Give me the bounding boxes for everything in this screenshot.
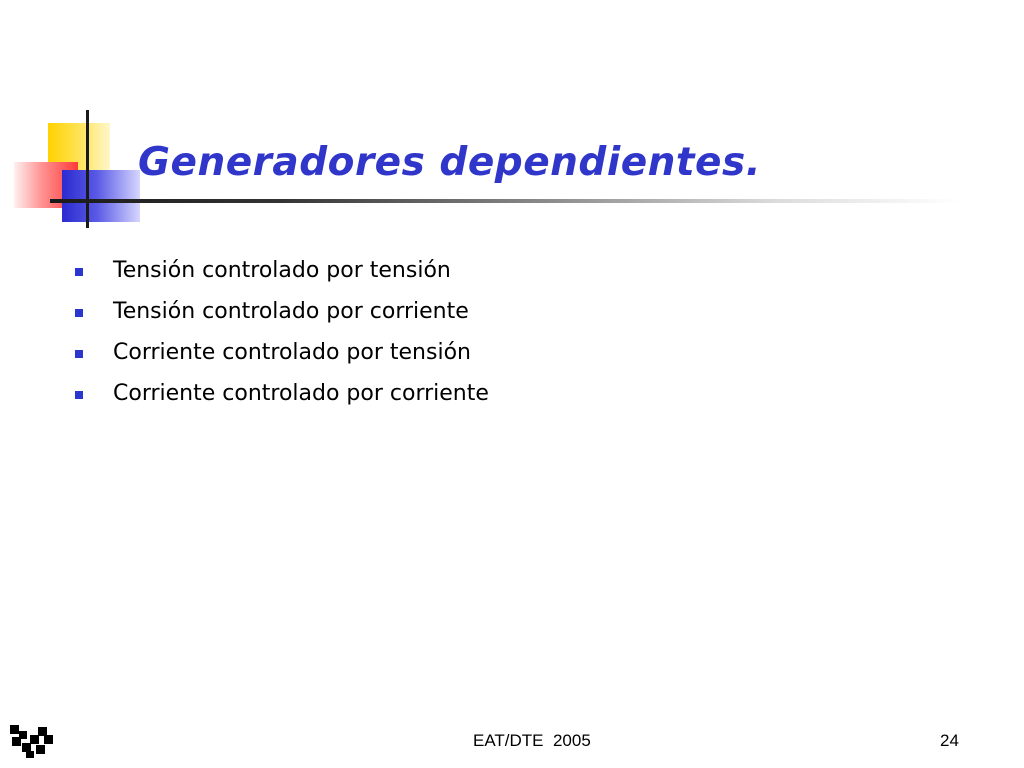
bullet-list [74, 254, 489, 418]
square-bullet-icon [75, 350, 83, 358]
footer-label: EAT/DTE 2005 [473, 731, 591, 750]
bullet-text: Corriente controlado por tensión [113, 340, 471, 365]
bullet-item [74, 295, 489, 336]
square-bullet-icon [75, 391, 83, 399]
page-number: 24 [940, 731, 959, 750]
ornament-vertical-line [86, 110, 89, 228]
bullet-text: Corriente controlado por corriente [113, 381, 489, 406]
square-bullet-icon [75, 309, 83, 317]
ornament-blue-square [62, 170, 140, 222]
university-logo-icon [8, 723, 56, 759]
slide-title: Generadores dependientes. [138, 140, 762, 185]
square-bullet-icon [75, 268, 83, 276]
bullet-item [74, 377, 489, 418]
bullet-text: Tensión controlado por tensión [113, 258, 451, 283]
bullet-item [74, 336, 489, 377]
bullet-text: Tensión controlado por corriente [113, 299, 469, 324]
bullet-item [74, 254, 489, 295]
title-underline [50, 199, 960, 203]
